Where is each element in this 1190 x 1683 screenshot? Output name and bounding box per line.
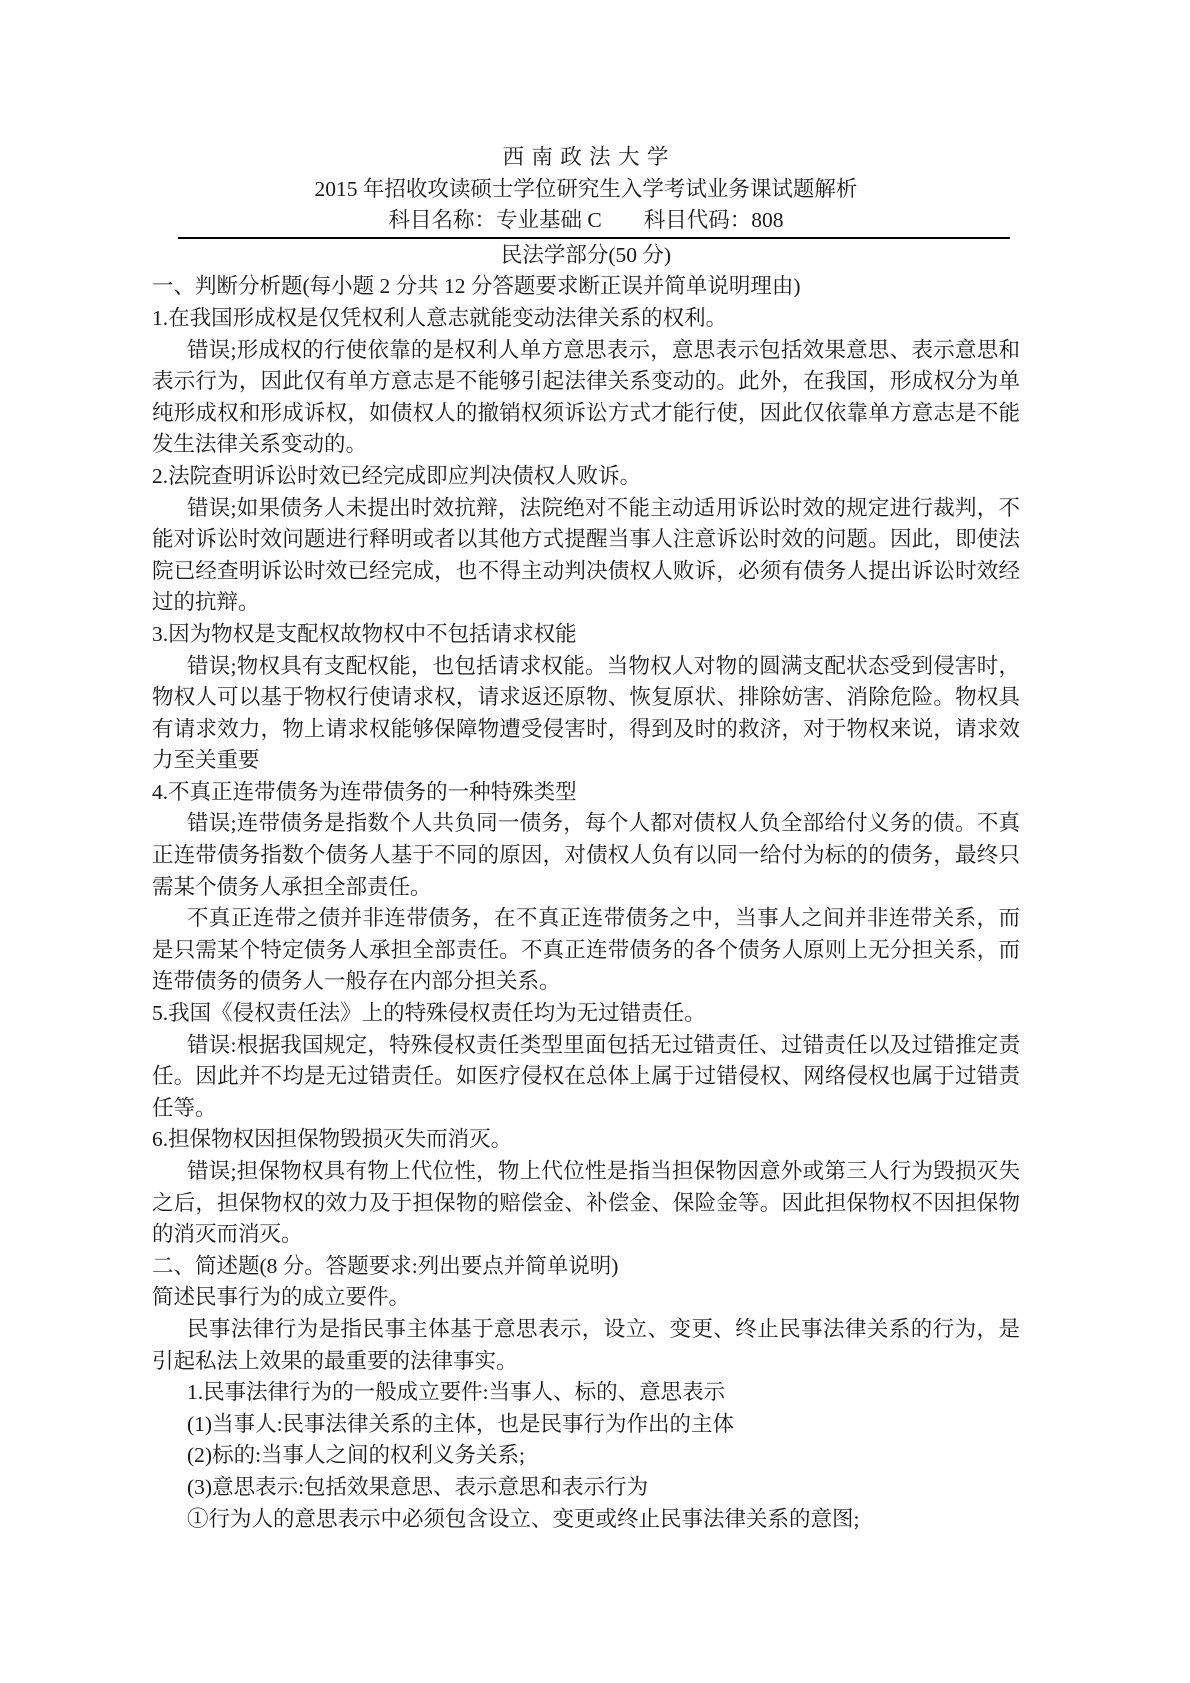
- header-divider: [178, 237, 1010, 239]
- answer-2: 错误;如果债务人未提出时效抗辩，法院绝对不能主动适用诉讼时效的规定进行裁判，不能对诉讼时效问题进行释明或者以其他方式提醒当事人注意诉讼时效的问题。因此，即使法院已经查明诉讼时效已经完成，也不得主动判决债权人败诉，必须有债务人提出诉讼时效经过的抗辩。: [152, 495, 1020, 615]
- part2-point-4: (3)意思表示:包括效果意思、表示意思和表示行为: [187, 1474, 649, 1499]
- subject-line: [152, 205, 1020, 237]
- question-4: 4.不真正连带债务为连带债务的一种特殊类型: [152, 779, 577, 804]
- section-title: 民法学部分(50 分): [500, 242, 672, 267]
- question-6: 6.担保物权因担保物毁损灭失而消灭。: [152, 1127, 513, 1152]
- part2-point-5: ①行为人的意思表示中必须包含设立、变更或终止民事法律关系的意图;: [187, 1506, 860, 1531]
- university-title: 西 南 政 法 大 学: [502, 145, 670, 169]
- part2-point-3: (2)标的:当事人之间的权利义务关系;: [187, 1443, 526, 1468]
- answer-1: 错误;形成权的行使依靠的是权利人单方意思表示，意思表示包括效果意思、表示意思和表示行为，因此仅有单方意志是不能够引起法律关系变动的。此外，在我国，形成权分为单纯形成权和形成诉权，如债权人的撤销权须诉讼方式才能行使，因此仅依靠单方意志是不能发生法律关系变动的。: [152, 337, 1020, 457]
- question-3: 3.因为物权是支配权故物权中不包括请求权能: [152, 621, 577, 646]
- part2-intro: 民事法律行为是指民事主体基于意思表示，设立、变更、终止民事法律关系的行为，是引起私法上效果的最重要的法律事实。: [152, 1316, 1020, 1373]
- part2-point-2: (1)当事人:民事法律关系的主体，也是民事行为作出的主体: [187, 1411, 735, 1436]
- question-2: 2.法院查明诉讼时效已经完成即应判决债权人败诉。: [152, 463, 642, 488]
- document-content: [152, 142, 1020, 1535]
- part2-point-1: 1.民事法律行为的一般成立要件:当事人、标的、意思表示: [187, 1380, 726, 1405]
- part2-question: 简述民事行为的成立要件。: [152, 1285, 411, 1310]
- exam-subtitle: 2015 年招收攻读硕士学位研究生入学考试业务课试题解析: [314, 176, 858, 201]
- answer-4-paragraph-2: 不真正连带之债并非连带债务，在不真正连带债务之中，当事人之间并非连带关系，而是只需某个特定债务人承担全部责任。不真正连带债务的各个债务人原则上无分担关系，而连带债务的债务人一般存在内部分担关系。: [152, 906, 1020, 994]
- question-5: 5.我国《侵权责任法》上的特殊侵权责任均为无过错责任。: [152, 1001, 706, 1026]
- answer-5: 错误:根据我国规定，特殊侵权责任类型里面包括无过错责任、过错责任以及过错推定责任。因此并不均是无过错责任。如医疗侵权在总体上属于过错侵权、网络侵权也属于过错责任等。: [152, 1032, 1020, 1120]
- answer-6: 错误;担保物权具有物上代位性，物上代位性是指当担保物因意外或第三人行为毁损灭失之后，担保物权的效力及于担保物的赔偿金、补偿金、保险金等。因此担保物权不因担保物的消灭而消灭。: [152, 1159, 1020, 1247]
- part1-heading: 一、判断分析题(每小题 2 分共 12 分答题要求断正误并简单说明理由): [152, 274, 801, 299]
- part2-heading: 二、简述题(8 分。答题要求:列出要点并简单说明): [152, 1253, 619, 1278]
- answer-3: 错误;物权具有支配权能，也包括请求权能。当物权人对物的圆满支配状态受到侵害时，物权人可以基于物权行使请求权，请求返还原物、恢复原状、排除妨害、消除危险。物权具有请求效力，物上请求权能够保障物遭受侵害时，得到及时的救济，对于物权来说，请求效力至关重要: [152, 653, 1020, 773]
- question-1: 1.在我国形成权是仅凭权利人意志就能变动法律关系的权利。: [152, 305, 728, 330]
- subject-code: 科目代码：808: [643, 208, 784, 233]
- subject-name: 科目名称：专业基础 C: [388, 208, 602, 233]
- answer-4-paragraph-1: 错误;连带债务是指数个人共负同一债务，每个人都对债权人负全部给付义务的债。不真正连带债务指数个债务人基于不同的原因，对债权人负有以同一给付为标的的债务，最终只需某个债务人承担全部责任。: [152, 811, 1020, 899]
